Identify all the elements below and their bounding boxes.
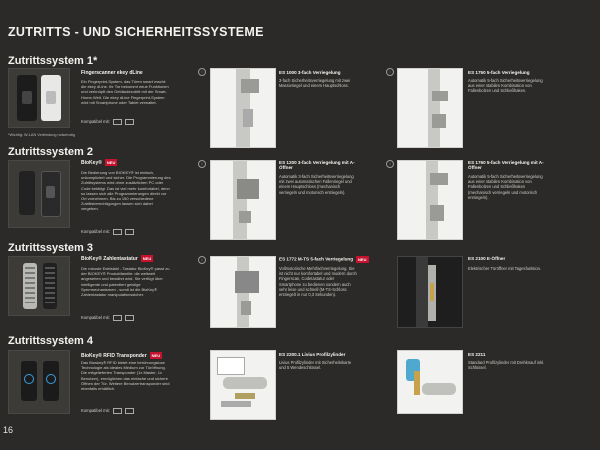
info-icon: i: [198, 256, 206, 264]
new-badge: NEU: [358, 257, 367, 262]
new-badge: NEU: [106, 160, 116, 165]
lock-title-es2200: ES 2200.1 Livius Profilzylinder: [279, 352, 346, 357]
lock-title-es1200: ES 1200 3-fach Verriegelung mit A-Öffner: [279, 160, 355, 170]
biokey-device-1: [19, 171, 35, 215]
footnote: *Wichtig: W-LAN Verbindung notwendig: [8, 133, 75, 137]
fingerscanner-black-device: [17, 75, 37, 121]
lock-desc-es2211: Standard Profilzylinder mit Drehknauf inkl. Schlüssel.: [468, 360, 545, 371]
new-badge: NEU: [142, 256, 152, 261]
page-title: ZUTRITTS - UND SICHERHEITSSYSTEME: [8, 25, 264, 39]
rfid-icon-2: [43, 361, 59, 401]
biokey-image: [8, 160, 70, 228]
rfid-image: [8, 350, 70, 414]
lock-desc-es1772: Vollmotorische Mehrfachverriegelung. Sie ist nicht nur komfortabel und modern durch Fingerscan, Codetastatur oder Smartphone zu bedienen sondern auch sehr leise und schnell (M-TS-Schloss entriegelt in nur 0,3 Sekunden).: [279, 266, 357, 298]
lock-title-es1750: ES 1750 5-fach Verriegelung: [468, 70, 530, 75]
section-title-4: Zutrittssystem 4: [8, 335, 93, 347]
product-name-2: BioKey® NEU: [81, 159, 116, 166]
lock-image-es2100: [397, 256, 463, 328]
info-icon: i: [198, 160, 206, 168]
lock-image-es1760: [397, 160, 463, 240]
rfid-icon: [21, 361, 37, 401]
section-title-1: Zutrittssystem 1*: [8, 55, 98, 67]
lock-image-es1000: [210, 68, 276, 148]
kompatibel-label-3: Kompatibel mit:: [81, 315, 134, 321]
product-name-1: Fingerscanner ekey dLine: [81, 70, 143, 76]
lock-title-es2100: ES 2100 E-Öffner: [468, 256, 506, 261]
lock-title-es1772: ES 1772 M-TS 5-fach Verriegelung NEU: [279, 256, 367, 262]
lock-image-es2211: [397, 350, 463, 414]
lock-title-es1000: ES 1000 3-fach Verriegelung: [279, 70, 341, 75]
product-description-2: Die Bedienung von BIOKEY® ist einfach, unkompliziert und sicher. Die Programmierung des Zutrittsystems wird ohne zusätzlichen PC oder Code betätigt. Das ist viel mehr komfortabel, denn so lassen sich alle Programmierungen direkt vor Ort vornehmen. Bis zu 150 verschiedene Zutrittsberechtigungen lassen sich dabei vergeben.: [81, 170, 171, 212]
new-badge: NEU: [151, 353, 161, 358]
lock-desc-es2200: Livius Profilzylinder mit Sicherheitskarte und 5 Wendeschlüssel.: [279, 360, 352, 371]
lock-image-es2200: [210, 350, 276, 420]
lock-desc-es1750: Automatik 5-fach Sicherheitsverriegelung aus einer stabilen Kombination von Fallenbolzen und Schließhaken.: [468, 78, 543, 94]
product-description-3: Die robuste Edelstahl - Tastatur BioKey® passt zu der BIOKEY® Produktfamilie: die weltweit angesehen und bewährt wird. Sie verfügt über intelligente und patentiert geistige Sperrmechanismen - somit ist die BioKey® Zahlentastatur manipulationssicher.: [81, 266, 170, 298]
fingerscanner-white-device: [41, 75, 61, 121]
product-description-1: Ein Fingerprint-System, das Türen smart macht: die ekey dLine. Ihr Tor bekommt neue Funktionen und verknüpft den Gebäudezutritt mit der Smart-Home-Welt. Die ekey dLine Fingerprint-System wird mit Smartphone oder Tablet verwaltet.: [81, 79, 169, 105]
biokey-device-2: [41, 171, 61, 217]
lock-image-es1772: [210, 256, 276, 328]
product-name-3: BioKey® Zahlentastatur NEU: [81, 255, 152, 262]
info-icon: i: [386, 68, 394, 76]
product-name-4: BioKey® RFID Transponder NEU: [81, 352, 161, 359]
section-title-3: Zutrittssystem 3: [8, 242, 93, 254]
info-icon: i: [198, 68, 206, 76]
kompatibel-label-4: Kompatibel mit:: [81, 408, 134, 414]
keypad-icon: [23, 263, 37, 309]
lock-image-es1750: [397, 68, 463, 148]
section-title-2: Zutrittssystem 2: [8, 146, 93, 158]
lock-desc-es1000: 3-fach Sicherheitsverriegelung mit zwei Massivriegel und einem Hauptschloss.: [279, 78, 351, 89]
keypad-image: [8, 256, 70, 316]
page-number: 16: [3, 425, 14, 435]
lock-desc-es1760: Automatik 5-fach Sicherheitsverriegelung aus einer stabilen Kombination von Fallenbolzen und Schließhaken (mechanisch verriegeln und motorisch entriegeln).: [468, 174, 543, 200]
kompatibel-label-2: Kompatibel mit:: [81, 229, 134, 235]
lock-image-es1200: [210, 160, 276, 240]
keypad-dark-icon: [43, 263, 57, 309]
lock-desc-es1200: Automatik 3-fach Sicherheitsverriegelung mit zwei automatischen Fallenriegel und einem Hauptschloss (mechanisch verriegeln und motorisch entriegeln).: [279, 174, 354, 195]
lock-title-es1760: ES 1760 5-fach Verriegelung mit A-Öffner: [468, 160, 544, 170]
info-icon: i: [386, 160, 394, 168]
fingerscanner-image: [8, 68, 70, 128]
kompatibel-label-1: Kompatibel mit:: [81, 119, 134, 125]
lock-desc-es2100: Elektrischer Türöffner mit Tagesfunktion.: [468, 266, 542, 271]
product-description-4: Das Bioskey® RFID bietet eine berührungslose Technologie als ideales Medium zur Türöffnung. Die mitgelieferten Transponder (1x Master, 1x Benutzer), ermöglichen das einfache und sichere Öffnen der Tür. Weitere Benutzertransponder sind ebenfalls erhältlich.: [81, 360, 170, 392]
lock-title-es2211: ES 2211: [468, 352, 486, 357]
